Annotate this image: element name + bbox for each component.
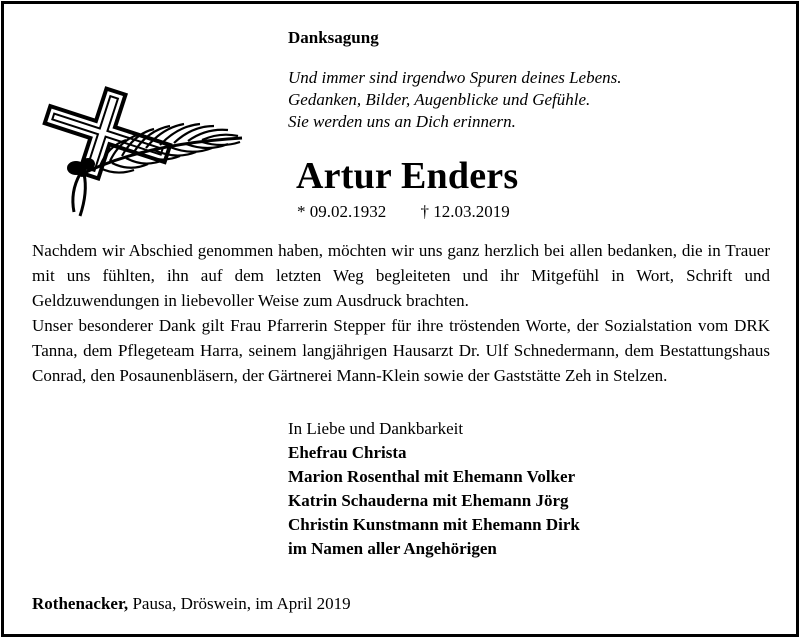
memorial-poem bbox=[288, 67, 622, 133]
notice-frame bbox=[1, 1, 799, 637]
poem-line: Gedanken, Bilder, Augenblicke und Gefühle. bbox=[288, 90, 591, 109]
birth-date: * 09.02.1932 bbox=[297, 202, 387, 221]
special-thanks-paragraph: Unser besonderer Dank gilt Frau Pfarrerin Stepper für ihre tröstenden Worte, der Sozialstation vom DRK Tanna, dem Pflegeteam Harra, seinem langjährigen Hausarzt Dr. Ulf Schnedermann, dem Bestattungshaus Conrad, den Posaunenbläsern, der Gärtnerei Mann-Klein sowie der Gaststätte Zeh in Stelzen. bbox=[32, 316, 770, 385]
thanks-paragraph: Nachdem wir Abschied genommen haben, möchten wir uns ganz herzlich bei allen bedanken, die in Trauer mit uns fühlten, ihn auf dem letzten Weg begleiteten und ihr Mitgefühl in Wort, Schrift und Geldzuwendungen in liebevoller Weise zum Ausdruck brachten. bbox=[32, 241, 770, 310]
place-rest: Pausa, Dröswein, im April 2019 bbox=[128, 594, 351, 613]
poem-line: Und immer sind irgendwo Spuren deines Lebens. bbox=[288, 68, 622, 87]
mourner-name: im Namen aller Angehörigen bbox=[288, 539, 497, 558]
signoff-intro: In Liebe und Dankbarkeit bbox=[288, 419, 464, 438]
place-date-line bbox=[32, 594, 351, 614]
life-dates bbox=[297, 202, 510, 222]
mourner-name: Christin Kunstmann mit Ehemann Dirk bbox=[288, 515, 580, 534]
mourner-name: Marion Rosenthal mit Ehemann Volker bbox=[288, 467, 576, 486]
place-primary: Rothenacker, bbox=[32, 594, 129, 613]
signoff-block bbox=[288, 417, 580, 561]
mourner-name: Ehefrau Christa bbox=[288, 443, 407, 462]
cross-with-palm-branch-icon bbox=[30, 84, 250, 224]
death-date: † 12.03.2019 bbox=[420, 202, 510, 221]
notice-heading: Danksagung bbox=[288, 28, 379, 47]
deceased-name: Artur Enders bbox=[296, 155, 519, 197]
mourner-name: Katrin Schauderna mit Ehemann Jörg bbox=[288, 491, 569, 510]
poem-line: Sie werden uns an Dich erinnern. bbox=[288, 112, 516, 131]
